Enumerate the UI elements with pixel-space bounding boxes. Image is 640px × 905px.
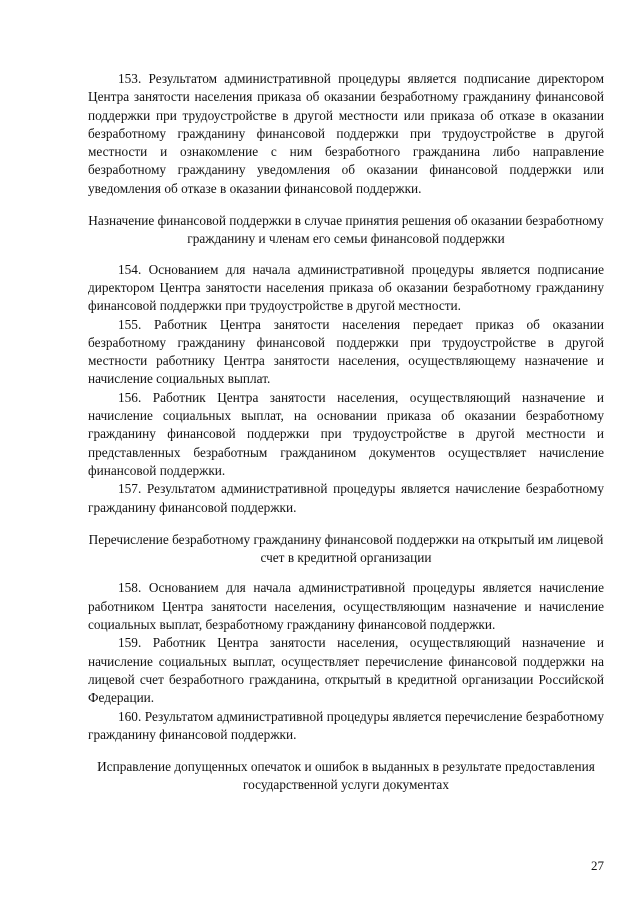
section-heading-corrections: Исправление допущенных опечаток и ошибок в выданных в результате предоставления государственной услуги документах xyxy=(97,759,595,793)
section-block-3 xyxy=(88,579,604,744)
section-block-1 xyxy=(88,70,604,198)
paragraph-157: 157. Результатом административной процедуры является начисление безработному гражданину финансовой поддержки. xyxy=(88,481,604,515)
paragraph-160: 160. Результатом административной процедуры является перечисление безработному гражданину финансовой поддержки. xyxy=(88,708,604,742)
page-number: 27 xyxy=(591,858,604,873)
paragraph-158: 158. Основанием для начала административной процедуры является начисление работником Центра занятости населения, осуществляющим назначение и начисление социальных выплат, безработному гражданину финансовой поддержки. xyxy=(88,580,604,633)
paragraph-154: 154. Основанием для начала административной процедуры является подписание директором Центра занятости населения приказа об оказании безработному гражданину финансовой поддержки при трудоустройстве в другой местности. xyxy=(88,261,604,314)
paragraph-156: 156. Работник Центра занятости населения, осуществляющий назначение и начисление социальных выплат, на основании приказа об оказании безработному гражданину финансовой поддержки при трудоустройстве в другой местности и представленных безработным гражданином документов осуществляет начисление финансовой поддержки. xyxy=(88,389,604,478)
paragraph-155: 155. Работник Центра занятости населения передает приказ об оказании безработному гражданину финансовой поддержки при трудоустройстве в другой местности работнику Центра занятости населения, осуществляющему назначение и начисление социальных выплат. xyxy=(88,316,604,387)
paragraph-153: 153. Результатом административной процедуры является подписание директором Центра занятости населения приказа об оказании безработному гражданину финансовой поддержки при трудоустройстве в другой местности или приказа об отказе в оказании безработному гражданину финансовой поддержки при трудоустройстве в другой местности и ознакомление с ним безработного гражданина либо направление безработному гражданину уведомления об оказании финансовой поддержки или уведомления об отказе в оказании финансовой поддержки. xyxy=(88,71,604,196)
section-heading-assignment: Назначение финансовой поддержки в случае принятия решения об оказании безработному гражданину и членам его семьи финансовой поддержки xyxy=(88,213,604,247)
paragraph-159: 159. Работник Центра занятости населения, осуществляющий назначение и начисление социальных выплат, осуществляет перечисление финансовой поддержки на лицевой счет безработного гражданина, открытый в кредитной организации Российской Федерации. xyxy=(88,635,604,706)
section-block-2 xyxy=(88,261,604,517)
section-heading-transfer: Перечисление безработному гражданину финансовой поддержки на открытый им лицевой счет в кредитной организации xyxy=(88,531,604,566)
